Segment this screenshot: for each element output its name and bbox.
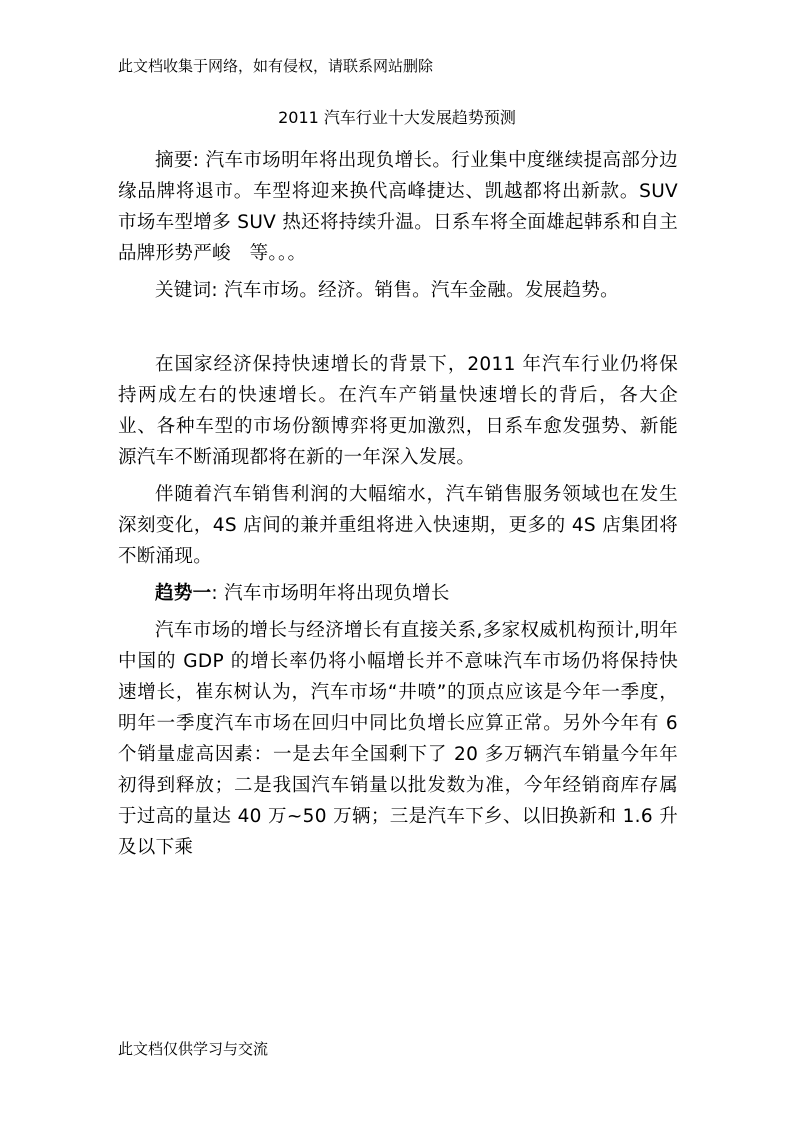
intro-paragraph: 在国家经济保持快速增长的背景下，2011 年汽车行业仍将保持两成左右的快速增长。在汽车产销量快速增长的背后，各大企业、各种车型的市场份额博弈将更加激烈，日系车愈发强势、新能源汽车不断涌现都将在新的一年深入发展。: [118, 354, 678, 468]
document-title: 2011 汽车行业十大发展趋势预测: [278, 108, 516, 127]
trend-one-text: : 汽车市场明年将出现负增长: [211, 583, 450, 604]
document-body: [118, 145, 678, 863]
trend-one-heading: [118, 578, 678, 609]
abstract-paragraph: 摘要: 汽车市场明年将出现负增长。行业集中度继续提高部分边缘品牌将退市。车型将迎来换代高峰捷达、凯越都将出新款。SUV 市场车型增多 SUV 热还将持续升温。日系车将全面雄起韩系和自主品牌形势严峻 等。。。: [118, 150, 678, 264]
trend-one-label: 趋势一: [155, 583, 212, 604]
header-disclaimer: 此文档收集于网络，如有侵权，请联系网站删除: [118, 57, 434, 75]
keywords-paragraph: 关键词: 汽车市场。经济。销售。汽车金融。发展趋势。: [155, 280, 619, 301]
footer-disclaimer: 此文档仅供学习与交流: [118, 1040, 269, 1058]
dealer-paragraph: 伴随着汽车销售利润的大幅缩水，汽车销售服务领域也在发生深刻变化，4S 店间的兼并重组将进入快速期，更多的 4S 店集团将不断涌现。: [118, 484, 678, 567]
trend-one-body: 汽车市场的增长与经济增长有直接关系,多家权威机构预计,明年中国的 GDP 的增长率仍将小幅增长并不意味汽车市场仍将保持快速增长，崔东树认为，汽车市场“井喷”的顶点应该是今年一季度，明年一季度汽车市场在回归中同比负增长应算正常。另外今年有 6 个销量虚高因素：一是去年全国剩下了 20 多万辆汽车销量今年年初得到释放；二是我国汽车销量以批发数为准，今年经销商库存属于过高的量达 40 万~50 万辆；三是汽车下乡、以旧换新和 1.6 升及以下乘: [118, 620, 678, 858]
